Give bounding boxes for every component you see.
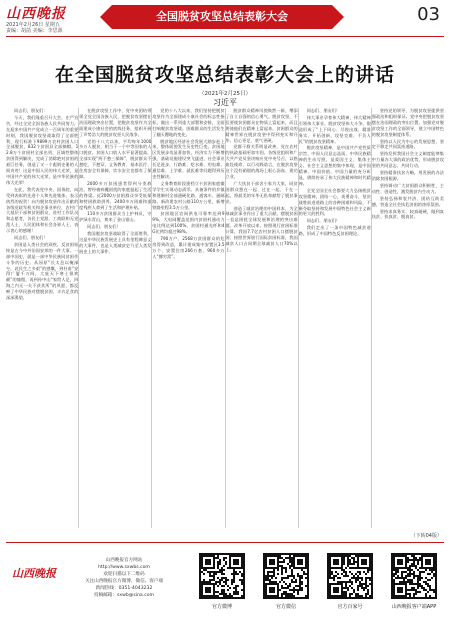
paragraph: 党的十八大以来，我们坚持把脱贫攻坚作为全面建成小康社会的标志性指标，做出一系列重大部署和安排，全面打响脱贫攻坚战。困难群众的生活发生了翻天覆地的变化。 <box>152 108 225 137</box>
section-banner: 全国脱贫攻坚总结表彰大会 <box>112 5 332 29</box>
text-column <box>6 108 78 528</box>
paragraph: 同志们、朋友们！ <box>306 108 341 113</box>
paragraph: 党群干群关系明显改善，党在农村的执政基础更加牢固。各级党组织和广大共产党员坚决响应党中央号召，以热血赴使命、以行动践诺言，在脱贫攻坚这个没有硝烟的战场上呕心沥血、建功立业。 <box>225 144 298 179</box>
speech-date: （2021年2月25日） <box>199 91 251 97</box>
paragraph: 坚持精准扶贫方略，用发展的办法消除贫困根源。 <box>371 170 444 181</box>
qr-label: 山西晚报客户端APP <box>391 604 437 610</box>
paragraph: 伟大事业孕育伟大精神，伟大精神引领伟大事业。脱贫攻坚伟大斗争，锻造形成了“上下同心、尽锐出战、精准务实、开拓创新、攻坚克难、不负人民”的脱贫攻坚精神。 <box>298 114 371 144</box>
qr-code-icon <box>391 553 437 599</box>
paragraph: 广大扶贫干部舍小家为大家，同贫困群众想在一起、过在一起、干在一起，将最美的年华无私奉献给了脱贫事业。 <box>225 180 298 204</box>
text-column <box>79 108 151 528</box>
paragraph: 脱贫攻坚精神，是中国共产党性质宗旨、中国人民意志品质、中华民族精神的生动写照，是爱国主义、集体主义、社会主义思想的集中体现，是中国精神、中国价值、中国力量的充分彰显，赓续传承了伟大民族精神和时代精神。 <box>298 145 371 186</box>
text-column <box>152 108 224 528</box>
qr-code-item[interactable] <box>260 553 312 610</box>
paragraph: 坚持党的领导，为脱贫攻坚提供坚强政治和组织保证。党中央把脱贫攻坚摆在治国理政的突出位置，加强党对脱贫攻坚工作的全面领导，建立中国特色的脱贫攻坚制度体系。 <box>371 108 444 137</box>
newspaper-logo: 山西晚报 <box>6 6 66 22</box>
paragraph: 同志们、朋友们！ <box>87 224 121 230</box>
qr-code-row <box>196 553 440 610</box>
paragraph: 创造了减贫治理的中国样本，为全球减贫事业作出了重大贡献。摆脱贫困一直是困扰全球发展和治理的突出难题。改革开放以来，按照现行贫困标准计算，我国7.7亿农村贫困人口摆脱贫困；按照世界银行国际贫困标准，我国减贫人口占同期全球减贫人口70%以上。 <box>225 205 298 252</box>
footer <box>6 542 444 632</box>
footer-brand <box>12 565 72 581</box>
paragraph: 2000多万贫困患者得到分类救治，曾经被病魔困扰的家庭挺起了生活的脊梁。近2000万贫困群众享受低保和特困救助供养，2400多万困难和重度残疾人拿到了生活和护理补贴。 <box>79 180 152 210</box>
info-line: 投稿邮箱：sxwb@sina.com <box>93 593 154 598</box>
qr-label: 官方微博 <box>211 604 232 610</box>
paragraph: 脱贫地区经济社会发展大踏步赶上来，整体面貌发生历史性巨变。贫困地区发展步伐显著加快，经济实力不断增强，基础设施建设突飞猛进，社会事业长足进步，行路难、吃水难、用电难、通信难、上学难、就医难等问题得到历史性解决。 <box>152 138 225 179</box>
continued-notice: （下转04版） <box>410 533 442 539</box>
paragraph: 同志们、朋友们！ <box>306 218 341 224</box>
paragraph: 坚持发挥我国社会主义制度能够集中力量办大事的政治优势，形成脱贫攻坚的共同意志、共同行动。 <box>371 151 444 169</box>
paragraph: 今天，我们隆重召开大会，庄严宣告，经过全党全国各族人民共同努力，在迎来中国共产党成立一百周年的重要时刻，我国脱贫攻坚战取得了全面胜利，现行标准下9899万农村贫困人口全部脱贫，832个贫困县全部摘帽，12.8万个贫困村全部出列，区域性整体贫困得到解决，完成了消除绝对贫困的艰巨任务，创造了又一个彪炳史册的人间奇迹！这是中国人民的伟大光荣，是中国共产党的伟大光荣，是中华民族的伟大光荣！ <box>6 114 79 185</box>
paragraph: 脱贫群众精神风貌焕然一新，增添了自立自强的信心勇气。脱贫攻坚，不仅要使贫困群众在物质上富起来，而且要使他们在精神上富起来。贫困群众的精神世界在脱贫攻坚中得到充实和升华，信心更足、底气更硬。 <box>225 108 298 143</box>
dateline <box>6 22 63 34</box>
paragraph: 在脱贫攻坚工作中，党中央团结带领全党全国各族人民，把脱贫攻坚摆在治国理政突出位置，把脱贫攻坚作为全面建成小康社会的底线任务，组织开展了声势浩大的脱贫攻坚人民战争。 <box>79 108 152 137</box>
qr-code-icon <box>263 553 309 599</box>
paragraph: 同志们，朋友们： <box>14 108 48 113</box>
paragraph: 同志们、朋友们！ <box>14 235 48 241</box>
paragraph: 党的十八大以来，平均每年1000多万人脱贫，相当于一个中等国家的人口脱贫。贫困人口收入水平显著提高，全部实现“两不愁三保障”，脱贫群众不愁吃、不愁穿，义务教育、基本医疗、住房安全有保障，饮水安全也都有了保障。 <box>79 138 152 179</box>
paragraph: 在此，我代表党中央、国务院，向受到表彰的先进个人和先进集体，表示热烈的祝贺！向为脱贫攻坚作出贡献的各级党政军机关和企事业单位，农村广大基层干部和贫困群众，驻村工作队员和志愿者，各民主党派、工商联和无党派人士，人民团体和社会各界人士，表示衷心的感谢！ <box>6 186 79 234</box>
paragraph: 贫困是人类社会的顽疾。反贫困始终是古今中外治国安邦的一件大事。一部中国史，就是一部中华民族同贫困作斗争的历史。从屈原“长太息以掩涕兮，哀民生之多艰”的感慨，到杜甫“安得广厦千万间，大庇天下寒士俱欢颜”的憧憬，再到孙中山“家给人足，四海之内无一夫不获其所”的夙愿，都反映了中华民族对摆脱贫困、丰衣足食的深深渴望。 <box>6 241 79 301</box>
paragraph: 坚持弘扬和衷共济、团结互助美德，营造全社会扶危济困的浓厚氛围。 <box>371 195 444 207</box>
text-column <box>225 108 297 528</box>
article-body <box>6 108 444 528</box>
paragraph: 全党全国全社会都要大力弘扬脱贫攻坚精神，团结一心，英勇奋斗，坚决战胜前进道路上的各种困难和风险，不断夺取坚持和发展中国特色社会主义新的更大的胜利。 <box>298 187 371 217</box>
qr-code-item[interactable] <box>196 553 248 610</box>
issue-date: 2021年2月26日 星期五 <box>6 22 60 28</box>
masthead-divider <box>6 36 444 37</box>
footer-logo: 山西晚报 <box>12 567 56 580</box>
qr-label: 官方微信 <box>275 604 296 610</box>
paragraph: 坚持以人民为中心的发展思想，坚定不移走共同富裕道路。 <box>371 138 444 150</box>
info-line: 新闻热线：0351-4043232 <box>95 586 153 591</box>
text-column <box>299 108 371 528</box>
qr-code-item[interactable] <box>388 553 440 610</box>
paragraph: 义务教育阶段建档立卡贫困家庭辍学学生实现动态清零。具备条件的乡镇和建制村全部通硬化路、通客车、通邮路。新改建农村公路110万公里，新增铁路里程3.5万公里。 <box>152 180 225 210</box>
page-number: 03 <box>417 4 440 25</box>
editor-credits: 责编：胡菡 美编：李思源 <box>6 28 63 34</box>
text-column <box>372 108 444 528</box>
info-line: 关注山西晚报官方微博、微信、客户端 <box>84 579 164 584</box>
masthead <box>0 0 450 36</box>
qr-code-item[interactable] <box>324 553 376 610</box>
article-author: 习近平 <box>213 98 237 107</box>
paragraph: 110多万贫困群众当上护林员，守护绿水青山，换来了金山银山。 <box>79 211 152 223</box>
paragraph: 790万户、2568万贫困群众的危房得到改造，累计建成集中安置区3.5万个、安置住房266万套，960多万人“挪穷窝”。 <box>152 236 225 259</box>
paragraph: 我国脱贫攻坚战取得了全面胜利，这是中华民族发展史上具有里程碑意义的大事件，也是人类减贫史乃至人类发展史上的大事件。 <box>79 231 152 254</box>
paragraph: 我们走出了一条中国特色减贫道路，形成了中国特色反贫困理论。 <box>298 225 371 237</box>
info-line: http://www.sxwbs.com <box>98 565 150 570</box>
info-line: 欢迎扫描以下二维码 <box>103 572 145 577</box>
qr-code-icon <box>327 553 373 599</box>
qr-label: 官方百家号 <box>337 604 363 610</box>
qr-code-icon <box>199 553 245 599</box>
paragraph: 坚持求真务实、较真碰硬，做到真扶贫、扶真贫、脱真贫。 <box>371 208 444 220</box>
contact-info <box>70 557 178 599</box>
info-line: 山西晚报官方网站 <box>105 558 143 563</box>
paragraph: 坚持调动广大贫困群众积极性、主动性、创造性，激发脱贫内生动力。 <box>371 182 444 194</box>
article-headline: 在全国脱贫攻坚总结表彰大会上的讲话 <box>54 64 395 86</box>
paragraph: 贫困地区农网供电可靠率达到99%，大电网覆盖范围内贫困村通动力电比例达到100%，贫困村通光纤和4G比例均超过98%。 <box>152 211 225 235</box>
